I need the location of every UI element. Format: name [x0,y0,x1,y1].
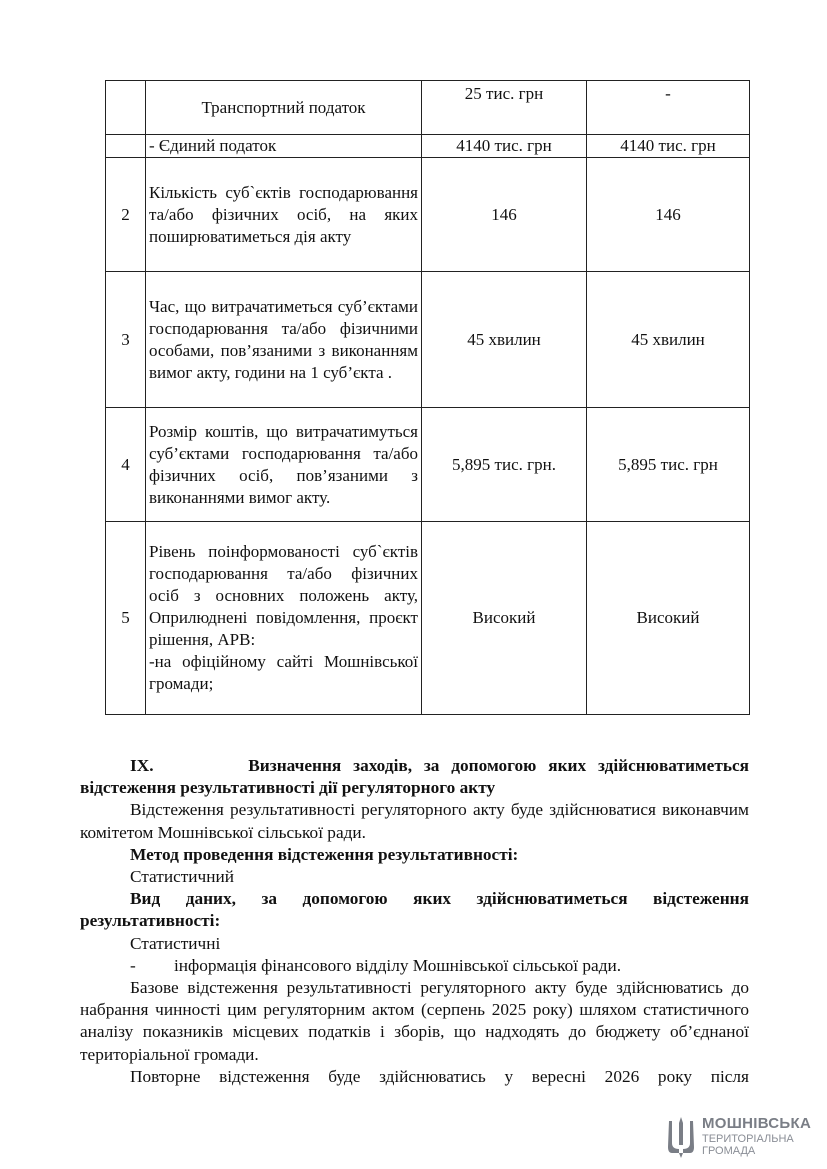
row-value-base: 5,895 тис. грн. [422,408,587,522]
row-value-base: 45 хвилин [422,272,587,408]
row-value-target: 146 [587,158,750,272]
row-description: Розмір коштів, що витрачатимуться суб’єктами господарювання та/або фізичних осіб, пов’язаними з виконаннями вимог акту. [146,408,422,522]
row-value-base: 4140 тис. грн [422,135,587,158]
section-body [80,755,749,1088]
row-description: Кількість суб`єктів господарювання та/або фізичних осіб, на яких поширюватиметься дія акту [146,158,422,272]
section-heading [80,755,749,799]
row-description: Час, що витрачатиметься суб’єктами господарювання та/або фізичними особами, пов’язаними з виконанням вимог акту, години на 1 суб’єкта . [146,272,422,408]
row-description [146,522,422,715]
row-number: 5 [106,522,146,715]
indicators-table [105,80,750,715]
row-value-base: Високий [422,522,587,715]
row-number: 4 [106,408,146,522]
logo-line-1: МОШНІВСЬКА [702,1115,812,1132]
data-type-value: Статистичні [130,933,221,953]
row-number: 2 [106,158,146,272]
section-number: IX. [130,756,154,775]
row-value-target: 5,895 тис. грн [587,408,750,522]
paragraph-responsible: Відстеження результативності регуляторного акту буде здійснюватися виконавчим комітетом Мошнівської сільської ради. [80,800,749,842]
row-value-target: - [587,81,750,135]
row-number [106,135,146,158]
table-row [106,272,750,408]
row-value-target: Високий [587,522,750,715]
data-type-label: Вид даних, за допомогою яких здійснюватиметься відстеження результативності: [80,889,749,931]
table-row [106,135,750,158]
row-description-main: Рівень поінформованості суб`єктів господарювання та/або фізичних осіб з основних положень акту, Оприлюднені повідомлення, проєкт рішення, АРВ: [149,542,418,649]
row-description: Транспортний податок [146,81,422,135]
paragraph-baseline: Базове відстеження результативності регуляторного акту буде здійснюватись до набрання чинності цим регуляторним актом (серпень 2025 року) шляхом статистичного аналізу показників місцевих податків і зборів, що надходять до бюджету об’єднаної територіальної громади. [80,978,749,1064]
method-value: Статистичний [130,867,234,887]
row-number [106,81,146,135]
list-item-text: інформація фінансового відділу Мошнівської сільської ради. [174,955,622,975]
table-row [106,522,750,715]
row-value-target: 4140 тис. грн [587,135,750,158]
row-value-base: 146 [422,158,587,272]
table-row [106,81,750,135]
list-item [80,955,749,977]
logo-line-3: ГРОМАДА [702,1145,756,1157]
table-row [106,408,750,522]
row-value-target: 45 хвилин [587,272,750,408]
trident-icon [666,1115,696,1159]
method-label: Метод проведення відстеження результативності: [130,844,519,864]
row-description: - Єдиний податок [146,135,422,158]
paragraph-repeat: Повторне відстеження буде здійснюватись у вересні 2026 року після [130,1066,749,1086]
table-row [106,158,750,272]
community-logo [666,1113,816,1161]
logo-line-2: ТЕРИТОРІАЛЬНА [702,1133,794,1145]
row-description-sub: -на офіційному сайті Мошнівської громади; [149,652,418,693]
section-title: Визначення заходів, за допомогою яких здійснюватиметься відстеження результативності дії регуляторного акту [80,756,750,798]
list-bullet: - [130,955,136,975]
row-value-base: 25 тис. грн [422,81,587,135]
row-number: 3 [106,272,146,408]
